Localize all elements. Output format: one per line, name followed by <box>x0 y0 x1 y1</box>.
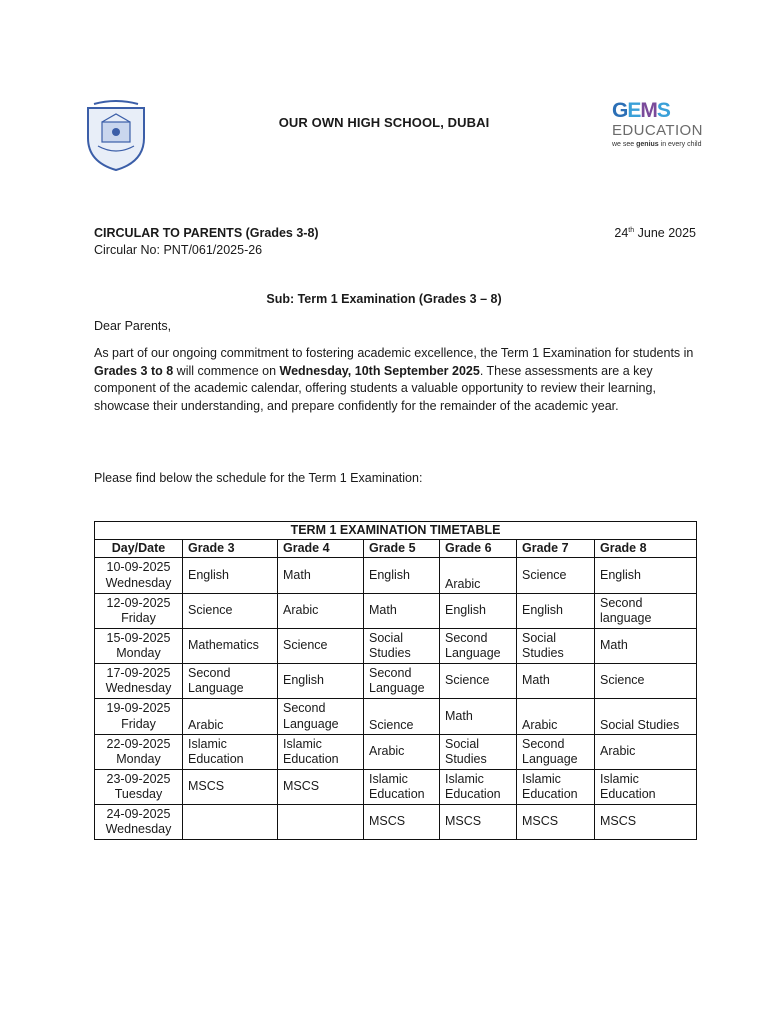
header-grade-4: Grade 4 <box>278 540 364 558</box>
table-cell: Islamic Education <box>364 770 440 805</box>
table-cell: Arabic <box>364 735 440 770</box>
gems-tagline: we see genius in every child <box>612 141 702 148</box>
salutation: Dear Parents, <box>94 319 172 333</box>
gems-wordmark <box>612 101 716 121</box>
row-day-date: 19-09-2025 Friday <box>95 699 183 735</box>
table-cell: Islamic Education <box>517 770 595 805</box>
table-cell: Mathematics <box>183 629 278 664</box>
table-cell: Science <box>595 664 697 699</box>
gems-education-logo <box>612 101 716 153</box>
school-crest-logo <box>78 100 154 174</box>
table-cell: English <box>517 594 595 629</box>
table-cell: Math <box>364 594 440 629</box>
table-row <box>95 629 697 664</box>
table-cell: MSCS <box>364 805 440 840</box>
table-cell: Second Language <box>183 664 278 699</box>
table-cell: Math <box>440 699 517 735</box>
table-row <box>95 805 697 840</box>
table-cell: Arabic <box>517 699 595 735</box>
gems-letter-g: G <box>612 99 628 122</box>
table-cell: Science <box>364 699 440 735</box>
exam-timetable <box>94 521 697 840</box>
header-grade-3: Grade 3 <box>183 540 278 558</box>
school-name: OUR OWN HIGH SCHOOL, DUBAI <box>278 115 490 130</box>
subject-line: Sub: Term 1 Examination (Grades 3 – 8) <box>266 292 502 306</box>
table-cell: Second Language <box>440 629 517 664</box>
gems-education-word: EDUCATION <box>612 122 703 139</box>
table-cell: Math <box>278 558 364 594</box>
table-cell: MSCS <box>595 805 697 840</box>
gems-letter-e: E <box>627 99 641 122</box>
row-day-date: 24-09-2025 Wednesday <box>95 805 183 840</box>
table-cell: Social Studies <box>595 699 697 735</box>
table-cell: Science <box>278 629 364 664</box>
row-day-date: 22-09-2025 Monday <box>95 735 183 770</box>
table-row <box>95 735 697 770</box>
schedule-intro: Please find below the schedule for the Term 1 Examination: <box>94 471 423 485</box>
circular-date: 24th June 2025 <box>614 226 696 240</box>
table-cell: English <box>183 558 278 594</box>
table-cell: Math <box>595 629 697 664</box>
table-cell: Second Language <box>364 664 440 699</box>
table-cell: Science <box>440 664 517 699</box>
table-cell: Social Studies <box>364 629 440 664</box>
header-grade-7: Grade 7 <box>517 540 595 558</box>
table-cell: Second Language <box>517 735 595 770</box>
table-cell: English <box>364 558 440 594</box>
header-grade-8: Grade 8 <box>595 540 697 558</box>
table-cell: Science <box>517 558 595 594</box>
table-cell: English <box>595 558 697 594</box>
table-row <box>95 699 697 735</box>
circular-number: Circular No: PNT/061/2025-26 <box>94 243 263 257</box>
table-cell: MSCS <box>440 805 517 840</box>
table-row <box>95 558 697 594</box>
row-day-date: 17-09-2025 Wednesday <box>95 664 183 699</box>
table-cell <box>278 805 364 840</box>
table-row <box>95 594 697 629</box>
table-row <box>95 770 697 805</box>
table-cell: English <box>440 594 517 629</box>
header-grade-6: Grade 6 <box>440 540 517 558</box>
table-cell: Arabic <box>183 699 278 735</box>
table-cell: Arabic <box>595 735 697 770</box>
table-cell: MSCS <box>517 805 595 840</box>
header-day-date: Day/Date <box>95 540 183 558</box>
table-cell: Second language <box>595 594 697 629</box>
timetable-header-row <box>95 540 697 558</box>
row-day-date: 10-09-2025 Wednesday <box>95 558 183 594</box>
table-cell: MSCS <box>183 770 278 805</box>
timetable-caption: TERM 1 EXAMINATION TIMETABLE <box>95 522 697 540</box>
row-day-date: 23-09-2025 Tuesday <box>95 770 183 805</box>
table-cell <box>183 805 278 840</box>
gems-letter-m: M <box>640 99 657 122</box>
table-cell: Islamic Education <box>595 770 697 805</box>
table-cell: Islamic Education <box>440 770 517 805</box>
table-cell: Second Language <box>278 699 364 735</box>
table-cell: Social Studies <box>517 629 595 664</box>
gems-letter-s: S <box>656 99 670 122</box>
header-grade-5: Grade 5 <box>364 540 440 558</box>
table-cell: Math <box>517 664 595 699</box>
row-day-date: 12-09-2025 Friday <box>95 594 183 629</box>
table-cell: Arabic <box>440 558 517 594</box>
table-cell: English <box>278 664 364 699</box>
table-cell: Arabic <box>278 594 364 629</box>
table-row <box>95 664 697 699</box>
table-cell: Islamic Education <box>183 735 278 770</box>
table-cell: MSCS <box>278 770 364 805</box>
row-day-date: 15-09-2025 Monday <box>95 629 183 664</box>
circular-title: CIRCULAR TO PARENTS (Grades 3-8) <box>94 226 319 240</box>
table-cell: Social Studies <box>440 735 517 770</box>
table-cell: Islamic Education <box>278 735 364 770</box>
intro-paragraph: As part of our ongoing commitment to fostering academic excellence, the Term 1 Examination for students in Grades 3 to 8 will commence on Wednesday, 10th September 2025. These assessments are a key component of the academic calendar, offering students a valuable opportunity to review their learning, showcase their understanding, and prepare confidently for the remainder of the academic year. <box>94 346 694 413</box>
table-cell: Science <box>183 594 278 629</box>
